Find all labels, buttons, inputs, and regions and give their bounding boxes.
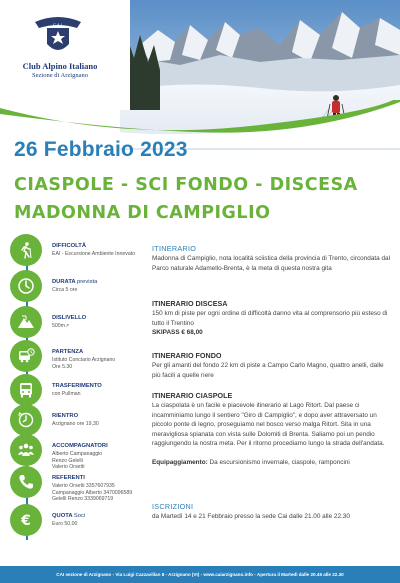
fondo-heading: ITINERARIO FONDO <box>152 351 222 360</box>
event-title-line2: MADONNA DI CAMPIGLIO <box>14 203 271 223</box>
fondo-text: Per gli amanti del fondo 22 km di piste a Campo Carlo Magno, quattro anelli, dalle più facili a quelle nere <box>152 362 384 379</box>
event-title-line1: CIASPOLE - SCI FONDO - DISCESA <box>14 175 358 195</box>
info-sidebar: DIFFICOLTÀ EAI - Escursione Ambiente Innevato DURATA prevista Circa 5 ore DISLIVELLO 500m↗ PARTENZA Istituto Conciario Arzignano Ore 5.30 TRASFERIMENTO con Pullman RIENTRO Arzignano ore 19,30 ACCOMPAGNATORI Alberto Campanaggio Renzo Gelelli Valerio Orsetti REFERENTI Valerio Orsetti 3357607935 Campanaggio Alberto 3470096589 Gelelli Renzo 3339069719 € QUOTA Soci Euro 50,00 <box>0 232 148 566</box>
euro-icon <box>10 504 42 536</box>
iscrizioni-heading: ISCRIZIONI <box>152 502 194 511</box>
ciaspole-heading: ITINERARIO CIASPOLE <box>152 391 233 400</box>
skipass-price: SKIPASS € 68,00 <box>152 329 203 336</box>
itinerario-heading: ITINERARIO <box>152 244 197 253</box>
svg-text:€: € <box>21 513 31 529</box>
club-section: Sezione di Arzignano <box>32 72 88 79</box>
header <box>0 0 400 140</box>
bus-clock-icon <box>10 340 42 372</box>
clock-icon <box>10 270 42 302</box>
hiker-icon <box>10 234 42 266</box>
iscrizioni-text: da Martedì 14 e 21 Febbraio presso la sede Cai dalle 21.00 alle 22.30 <box>152 513 350 520</box>
itinerario-text: Madonna di Campiglio, nota località sciistica della provincia di Trento, circondata dal Parco naturale Adamello-Brenta, è la meta di questa nostra gita <box>152 255 391 272</box>
bus-icon <box>10 374 42 406</box>
footer-bar <box>0 566 400 583</box>
ciaspole-text: La ciaspolata è un facile e piacevole itinerario al Lago Ritort. Dal paese ci incamminiamo lungo il sentiero "Giro di Campiglio", e dopo aver attraversato un piccolo ponte di legno, proseguiamo nel bosco verso malga Ritort. Sita in una meravigliosa spianata con vista sulle Dolomiti di Brenta. Saliamo poi un pendio raggiungendo la nostra meta. Per il ritorno procediamo lungo la strada dell'andata. <box>152 402 385 448</box>
discesa-text: 150 km di piste per ogni ordine di difficoltà danno vita al comprensorio più esteso di tutto il Trentino <box>152 310 388 327</box>
phone-icon <box>10 466 42 498</box>
return-clock-icon <box>10 404 42 436</box>
equipaggiamento: Equipaggiamento: Da escursionismo invernale, ciaspole, ramponcini <box>152 459 350 466</box>
cai-logo <box>33 14 83 58</box>
svg-text:C.A.I.: C.A.I. <box>52 22 64 27</box>
event-date: 26 Febbraio 2023 <box>14 138 188 161</box>
discesa-heading: ITINERARIO DISCESA <box>152 299 228 308</box>
mountain-icon <box>10 306 42 338</box>
club-name: Club Alpino Italiano <box>22 61 98 71</box>
footer-text: CAI sezione di Arzignano - Via Luigi Cazzavillan 8 - Arzignano (VI) - www.caiarzignano.info - Apertura il Martedì dalle 20.45 alle 22.30 <box>56 572 344 577</box>
logo-area <box>0 0 130 110</box>
group-icon <box>10 434 42 466</box>
